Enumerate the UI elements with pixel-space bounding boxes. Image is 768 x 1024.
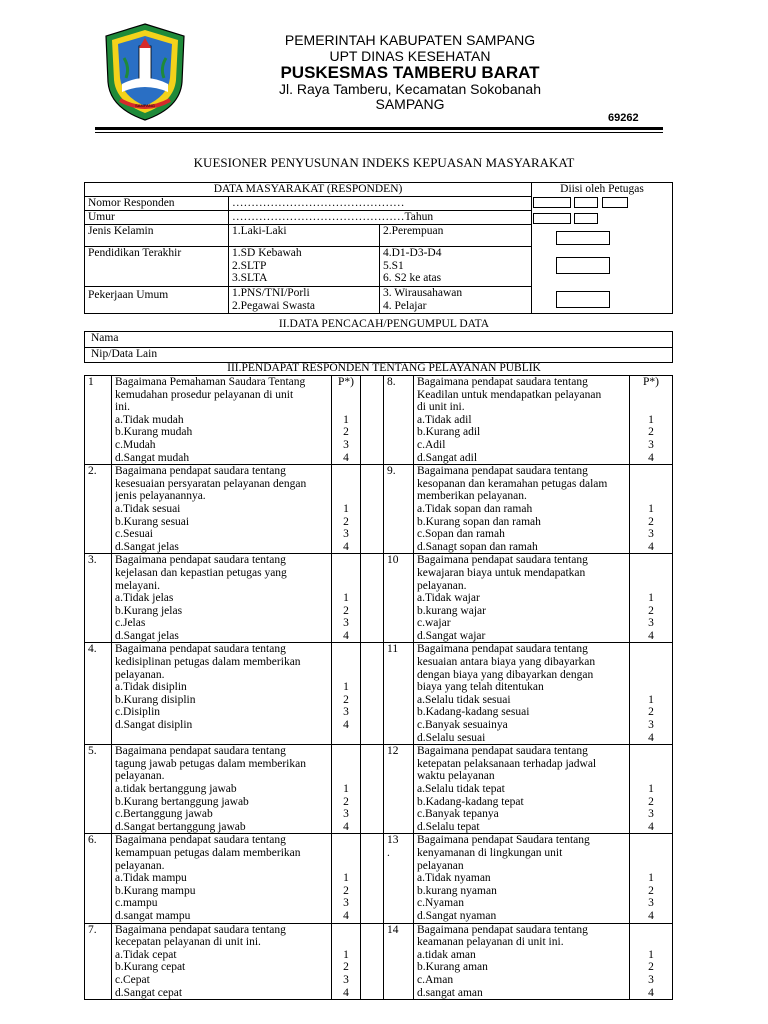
question-number: 2. — [85, 465, 112, 554]
label-respondent-number: Nomor Responden — [85, 197, 229, 211]
question-prompt-line: kemampuan petugas dalam memberikan — [115, 846, 301, 859]
answer-option[interactable]: b.Kurang sesuai — [115, 515, 190, 528]
label-education: Pendidikan Terakhir — [85, 247, 229, 287]
score-value — [335, 745, 357, 758]
score-value — [633, 656, 669, 669]
score-value[interactable]: 3 — [648, 528, 654, 541]
score-column — [332, 923, 361, 1000]
question-prompt-line: Bagaimana pendapat saudara tentang — [115, 643, 286, 656]
question-prompt-line: kesuaian antara biaya yang dibayarkan — [417, 656, 596, 669]
score-column — [630, 643, 673, 745]
question-pair-row — [85, 376, 673, 465]
question-text — [414, 465, 630, 554]
score-value — [633, 478, 669, 491]
question-prompt-line: melayani. — [115, 579, 161, 592]
question-prompt-line: Bagaimana pendapat saudara tentang — [417, 745, 588, 758]
score-value — [335, 924, 357, 937]
answer-option[interactable]: b.kurang nyaman — [417, 884, 497, 897]
officer-box-age-1[interactable] — [533, 213, 571, 224]
score-value[interactable]: 2 — [648, 604, 654, 617]
score-value[interactable]: 1 — [343, 502, 349, 515]
score-value[interactable]: 1 — [343, 948, 349, 961]
question-pair-row — [85, 923, 673, 1000]
answer-option[interactable]: c.Banyak tepanya — [417, 808, 499, 821]
score-value — [633, 936, 669, 949]
opinion-section-heading: III.PENDAPAT RESPONDEN TENTANG PELAYANAN PUBLIK — [227, 362, 541, 374]
question-prompt-line: di unit ini. — [417, 401, 465, 414]
header-puskesmas: PUSKESMAS TAMBERU BARAT — [280, 63, 540, 82]
score-value — [335, 389, 357, 402]
question-prompt-line: jenis pelayanannya. — [115, 490, 206, 503]
score-value[interactable]: 3 — [343, 617, 349, 630]
spacer-column — [361, 923, 384, 1000]
question-text — [414, 834, 630, 923]
answer-option[interactable]: a.Tidak mampu — [115, 872, 187, 885]
score-value[interactable]: 4 — [648, 986, 654, 999]
spacer-column — [361, 643, 384, 745]
score-value[interactable]: 3 — [343, 973, 349, 986]
question-prompt-line: Bagaimana pendapat saudara tentang — [417, 554, 588, 567]
officer-box-number-3[interactable] — [602, 197, 628, 208]
question-prompt-line: kesopanan dan keramahan petugas dalam — [417, 477, 608, 490]
answer-option[interactable]: a.Tidak jelas — [115, 592, 174, 605]
officer-box-number-2[interactable] — [574, 197, 598, 208]
pstar-label: P*) — [338, 376, 354, 388]
question-text — [414, 745, 630, 834]
score-column — [630, 554, 673, 643]
question-number: 6. — [85, 834, 112, 923]
score-value — [335, 758, 357, 771]
answer-option[interactable]: b.Kurang mudah — [115, 426, 193, 439]
answer-option[interactable]: c.Disiplin — [115, 706, 161, 719]
question-pair-row — [85, 554, 673, 643]
score-value[interactable]: 1 — [648, 502, 654, 515]
document-title: KUESIONER PENYUSUNAN INDEKS KEPUASAN MASYARAKAT — [193, 155, 575, 170]
officer-box-number-1[interactable] — [533, 197, 571, 208]
score-value[interactable]: 4 — [343, 629, 349, 642]
score-value — [633, 834, 669, 847]
officer-note: Diisi oleh Petugas — [560, 183, 644, 195]
answer-option[interactable]: c.Bertanggung jawab — [115, 808, 213, 821]
question-text — [112, 643, 332, 745]
question-prompt-line: Bagaimana pendapat saudara tentang — [417, 643, 588, 656]
score-value — [633, 669, 669, 682]
score-column — [332, 554, 361, 643]
question-pair-row — [85, 465, 673, 554]
answer-option[interactable]: a.Tidak sesuai — [115, 502, 181, 515]
score-value[interactable]: 4 — [648, 629, 654, 642]
score-value[interactable]: 2 — [343, 884, 349, 897]
question-number: 14 — [384, 923, 414, 1000]
gender-option-female[interactable]: 2.Perempuan — [380, 225, 532, 247]
score-value[interactable]: 2 — [648, 795, 654, 808]
score-value[interactable]: 3 — [648, 438, 654, 451]
score-value[interactable]: 1 — [648, 783, 654, 795]
score-value[interactable]: 2 — [343, 795, 349, 808]
score-value[interactable]: 3 — [343, 897, 349, 910]
score-column — [332, 465, 361, 554]
question-pair-row — [85, 745, 673, 834]
answer-option[interactable]: a.tidak bertanggung jawab — [115, 783, 237, 795]
question-prompt-line: tagung jawab petugas dalam memberikan — [115, 757, 306, 770]
score-value[interactable]: 4 — [343, 909, 349, 922]
score-value — [335, 936, 357, 949]
question-prompt-line: keamanan pelayanan di unit ini. — [417, 936, 564, 949]
answer-option[interactable]: d.Sangat jelas — [115, 540, 179, 553]
score-column — [630, 465, 673, 554]
score-column — [630, 376, 673, 465]
spacer-column — [361, 376, 384, 465]
score-value — [335, 490, 357, 503]
answer-option[interactable]: d.sangat aman — [417, 986, 483, 999]
answer-option[interactable]: a.tidak aman — [417, 948, 476, 961]
answer-option[interactable]: b.kurang wajar — [417, 604, 486, 617]
score-value[interactable]: 3 — [343, 528, 349, 541]
score-value — [633, 860, 669, 873]
pstar-label: P*) — [643, 376, 659, 388]
score-value[interactable]: 4 — [343, 820, 349, 833]
question-prompt-line: kedisiplinan petugas dalam memberikan — [115, 656, 301, 669]
score-value — [633, 389, 669, 402]
score-value[interactable]: 4 — [343, 719, 349, 732]
age-field[interactable]: ………………………………………Tahun — [229, 211, 532, 225]
question-number: 4. — [85, 643, 112, 745]
score-column — [332, 643, 361, 745]
score-value[interactable]: 2 — [648, 706, 654, 719]
score-value — [633, 465, 669, 478]
score-column — [332, 745, 361, 834]
question-text — [414, 376, 630, 465]
score-value[interactable]: 2 — [343, 426, 349, 439]
score-value — [335, 656, 357, 669]
label-age: Umur — [85, 211, 229, 225]
question-prompt-line: Bagaimana Pemahaman Saudara Tentang — [115, 376, 306, 388]
answer-option[interactable]: d.Selalu sesuai — [417, 731, 486, 744]
score-value — [633, 554, 669, 567]
spacer-column — [361, 554, 384, 643]
spacer-column — [361, 834, 384, 923]
education-options-2[interactable]: 4.D1-D3-D4 5.S1 6. S2 ke atas — [380, 247, 532, 287]
answer-option[interactable]: d.Sangat jelas — [115, 629, 179, 642]
answer-option[interactable]: d.Sanagt sopan dan ramah — [417, 540, 538, 553]
question-prompt-line: ketepatan pelaksanaan terhadap jadwal — [417, 757, 597, 770]
question-text — [414, 643, 630, 745]
label-occupation: Pekerjaan Umum — [85, 287, 229, 314]
question-text — [112, 465, 332, 554]
enumerator-nip-field[interactable]: Nip/Data Lain — [85, 348, 673, 363]
score-value[interactable]: 3 — [343, 706, 349, 719]
score-value — [633, 924, 669, 937]
postal-code: 69262 — [608, 112, 639, 124]
question-prompt-line: kewajaran biaya untuk mendapatkan — [417, 566, 586, 579]
score-value[interactable]: 3 — [648, 897, 654, 910]
logo-caption: SAMPANG — [135, 103, 155, 108]
score-value[interactable]: 2 — [343, 693, 349, 706]
question-text — [414, 923, 630, 1000]
answer-option[interactable]: b.Kurang sopan dan ramah — [417, 515, 541, 528]
question-prompt-line: Bagaimana pendapat saudara tentang — [115, 465, 286, 478]
score-value[interactable]: 2 — [648, 426, 654, 439]
score-value[interactable]: 2 — [648, 884, 654, 897]
header-government: PEMERINTAH KABUPATEN SAMPANG — [284, 32, 536, 48]
score-value — [335, 580, 357, 593]
answer-option[interactable]: a.Tidak sopan dan ramah — [417, 502, 533, 515]
answer-option[interactable]: c.wajar — [417, 617, 451, 630]
score-value — [335, 770, 357, 783]
score-value — [335, 567, 357, 580]
answer-option[interactable]: c.Cepat — [115, 973, 150, 986]
question-number: 7. — [85, 923, 112, 1000]
score-column — [630, 834, 673, 923]
question-prompt-line: kecepatan pelayanan di unit ini. — [115, 936, 261, 949]
opinion-questions-table — [84, 375, 673, 1000]
question-number: 8. — [384, 376, 414, 465]
answer-option[interactable]: a.Tidak wajar — [417, 592, 480, 605]
answer-option[interactable]: a.Selalu tidak sesuai — [417, 693, 511, 706]
question-prompt-line: Bagaimana pendapat saudara tentang — [417, 465, 588, 478]
answer-option[interactable]: b.Kurang adil — [417, 426, 481, 439]
score-column — [630, 923, 673, 1000]
respondent-section-heading: DATA MASYARAKAT (RESPONDEN) — [85, 183, 532, 197]
answer-option[interactable]: b.Kurang bertanggung jawab — [115, 795, 249, 808]
question-text — [414, 554, 630, 643]
officer-box-age-2[interactable] — [574, 213, 598, 224]
question-number: 1 — [85, 376, 112, 465]
header-agency: UPT DINAS KESEHATAN — [329, 48, 491, 64]
gender-option-male[interactable]: 1.Laki-Laki — [229, 225, 380, 247]
answer-option[interactable]: b.Kurang aman — [417, 961, 488, 974]
officer-box-occupation[interactable] — [556, 291, 610, 308]
header-city: SAMPANG — [375, 96, 445, 112]
score-value — [335, 834, 357, 847]
answer-option[interactable]: c.Adil — [417, 438, 446, 451]
score-value[interactable]: 2 — [343, 961, 349, 974]
score-value[interactable]: 3 — [648, 617, 654, 630]
score-value[interactable]: 4 — [648, 451, 654, 464]
question-prompt-line: memberikan pelayanan. — [417, 490, 527, 503]
question-prompt-line: Bagaimana pendapat saudara tentang — [115, 745, 286, 758]
score-value — [335, 554, 357, 567]
score-value — [335, 847, 357, 860]
score-value[interactable]: 4 — [648, 540, 654, 553]
question-prompt-line: kenyamanan di lingkungan unit — [417, 846, 563, 859]
score-value[interactable]: 3 — [648, 973, 654, 986]
question-prompt-line: Bagaimana pendapat saudara tentang — [115, 923, 286, 936]
score-value[interactable]: 3 — [343, 438, 349, 451]
score-value[interactable]: 2 — [648, 515, 654, 528]
answer-option[interactable]: a.Tidak adil — [417, 413, 472, 426]
score-value — [633, 643, 669, 656]
question-prompt-line: Bagaimana pendapat saudara tentang — [115, 834, 286, 847]
enumerator-name-field[interactable]: Nama — [85, 332, 673, 348]
question-prompt-line: Bagaimana pendapat saudara tentang — [417, 376, 588, 388]
answer-option[interactable]: a.Selalu tidak tepat — [417, 783, 505, 795]
question-prompt-line: pelayanan. — [417, 579, 467, 592]
score-value[interactable]: 3 — [648, 719, 654, 732]
answer-option[interactable]: c.Sesuai — [115, 528, 154, 541]
score-value[interactable]: 1 — [648, 592, 654, 605]
score-value[interactable]: 1 — [648, 693, 654, 706]
question-prompt-line: Bagaimana pendapat Saudara tentang — [417, 834, 590, 847]
answer-option[interactable]: b.Kadang-kadang sesuai — [417, 706, 530, 719]
question-prompt-line: waktu pelayanan — [417, 770, 495, 783]
respondent-number-field[interactable]: ……………………………………… — [229, 197, 532, 211]
question-prompt-line: Bagaimana pendapat saudara tentang — [115, 554, 286, 567]
enumerator-section-heading: II.DATA PENCACAH/PENGUMPUL DATA — [278, 318, 490, 330]
answer-option[interactable]: b.Kadang-kadang tepat — [417, 795, 524, 808]
score-value[interactable]: 1 — [648, 413, 654, 426]
question-text — [112, 745, 332, 834]
answer-option[interactable]: d.Sangat mudah — [115, 451, 190, 464]
score-value — [633, 567, 669, 580]
occupation-options-2[interactable]: 3. Wirausahawan 4. Pelajar — [380, 287, 532, 314]
score-value — [335, 478, 357, 491]
question-text — [112, 834, 332, 923]
question-prompt-line: Keadilan untuk mendapatkan pelayanan — [417, 388, 602, 401]
header-address: Jl. Raya Tamberu, Kecamatan Sokobanah — [278, 81, 541, 97]
question-number: 11 — [384, 643, 414, 745]
score-value — [633, 745, 669, 758]
answer-option[interactable]: c.Aman — [417, 973, 454, 986]
question-number: 12 — [384, 745, 414, 834]
question-number: 9. — [384, 465, 414, 554]
question-pair-row — [85, 643, 673, 745]
score-value[interactable]: 4 — [648, 731, 654, 744]
score-value[interactable]: 1 — [343, 413, 349, 426]
answer-option[interactable]: b.Kurang jelas — [115, 604, 183, 617]
question-prompt-line: kesesuaian persyaratan pelayanan dengan — [115, 477, 307, 490]
question-number: 3. — [85, 554, 112, 643]
question-number: 5. — [85, 745, 112, 834]
answer-option[interactable]: d.Sangat cepat — [115, 986, 183, 999]
question-number: 10 — [384, 554, 414, 643]
score-value[interactable]: 4 — [648, 820, 654, 833]
question-prompt-line: ini. — [115, 401, 131, 414]
answer-option[interactable]: d.Selalu tepat — [417, 820, 480, 833]
spacer-column — [361, 465, 384, 554]
question-pair-row — [85, 834, 673, 923]
answer-option[interactable]: a.Tidak mudah — [115, 413, 184, 426]
score-value — [633, 580, 669, 593]
answer-option[interactable]: a.Tidak cepat — [115, 948, 177, 961]
answer-option[interactable]: d.Sangat wajar — [417, 629, 486, 642]
score-value[interactable]: 1 — [343, 592, 349, 605]
score-value — [335, 465, 357, 478]
score-value[interactable]: 4 — [648, 909, 654, 922]
education-options-1[interactable]: 1.SD Kebawah 2.SLTP 3.SLTA — [229, 247, 380, 287]
answer-option[interactable]: d.Sangat disiplin — [115, 719, 193, 732]
answer-option[interactable]: a.Tidak disiplin — [115, 681, 187, 694]
spacer-column — [361, 745, 384, 834]
answer-option[interactable]: b.Kurang mampu — [115, 884, 196, 897]
score-value — [335, 401, 357, 414]
score-value — [335, 860, 357, 873]
score-value — [633, 681, 669, 694]
answer-option[interactable]: d.Sangat bertanggung jawab — [115, 820, 246, 833]
officer-box-education[interactable] — [556, 257, 610, 274]
score-value[interactable]: 2 — [343, 604, 349, 617]
header-divider-thick — [95, 127, 663, 130]
answer-option[interactable]: d.Sangat nyaman — [417, 909, 497, 922]
question-prompt-line: pelayanan. — [115, 859, 165, 872]
question-text — [112, 923, 332, 1000]
score-value — [633, 490, 669, 503]
question-prompt-line: Bagaimana pendapat saudara tentang — [417, 923, 588, 936]
enumerator-table — [84, 331, 673, 363]
answer-option[interactable]: d.Sangat adil — [417, 451, 478, 464]
score-value[interactable]: 2 — [648, 961, 654, 974]
score-value[interactable]: 1 — [648, 872, 654, 885]
answer-option[interactable]: c.Nyaman — [417, 897, 464, 910]
answer-option[interactable]: b.Kurang disiplin — [115, 693, 196, 706]
score-value[interactable]: 4 — [343, 986, 349, 999]
question-number: 13 . — [384, 834, 414, 923]
score-column — [332, 376, 361, 465]
score-value — [633, 401, 669, 414]
score-value[interactable]: 1 — [343, 681, 349, 694]
question-prompt-line: dengan biaya yang dibayarkan dengan — [417, 668, 594, 681]
score-value[interactable]: 1 — [343, 783, 349, 795]
score-value[interactable]: 1 — [648, 948, 654, 961]
question-text — [112, 376, 332, 465]
question-prompt-line: kemudahan prosedur pelayanan di unit — [115, 388, 294, 401]
question-text — [112, 554, 332, 643]
answer-option[interactable]: d.sangat mampu — [115, 909, 191, 922]
score-value[interactable]: 1 — [343, 872, 349, 885]
answer-option[interactable]: c.Banyak sesuainya — [417, 719, 508, 732]
answer-option[interactable]: b.Kurang cepat — [115, 961, 186, 974]
score-value[interactable]: 3 — [343, 808, 349, 821]
answer-option[interactable]: a.Tidak nyaman — [417, 872, 491, 885]
answer-option[interactable]: c.Mudah — [115, 438, 156, 451]
score-value — [633, 758, 669, 771]
score-value[interactable]: 4 — [343, 451, 349, 464]
officer-box-gender[interactable] — [556, 231, 610, 245]
answer-option[interactable]: c.Jelas — [115, 617, 146, 630]
answer-option[interactable]: c.Sopan dan ramah — [417, 528, 505, 541]
header-divider-thin — [95, 132, 663, 133]
question-prompt-line: kejelasan dan kepastian petugas yang — [115, 566, 287, 579]
score-value — [335, 669, 357, 682]
question-prompt-line: pelayanan. — [115, 770, 165, 783]
label-gender: Jenis Kelamin — [85, 225, 229, 247]
score-value — [633, 847, 669, 860]
score-column — [630, 745, 673, 834]
score-value[interactable]: 4 — [343, 540, 349, 553]
answer-option[interactable]: c.mampu — [115, 897, 158, 910]
score-column — [332, 834, 361, 923]
occupation-options-1[interactable]: 1.PNS/TNI/Porli 2.Pegawai Swasta — [229, 287, 380, 314]
score-value[interactable]: 3 — [648, 808, 654, 821]
score-value — [633, 770, 669, 783]
question-prompt-line: pelayanan. — [115, 668, 165, 681]
question-prompt-line: pelayanan — [417, 859, 464, 872]
score-value — [335, 643, 357, 656]
question-prompt-line: biaya yang telah ditentukan — [417, 681, 544, 694]
score-value[interactable]: 2 — [343, 515, 349, 528]
